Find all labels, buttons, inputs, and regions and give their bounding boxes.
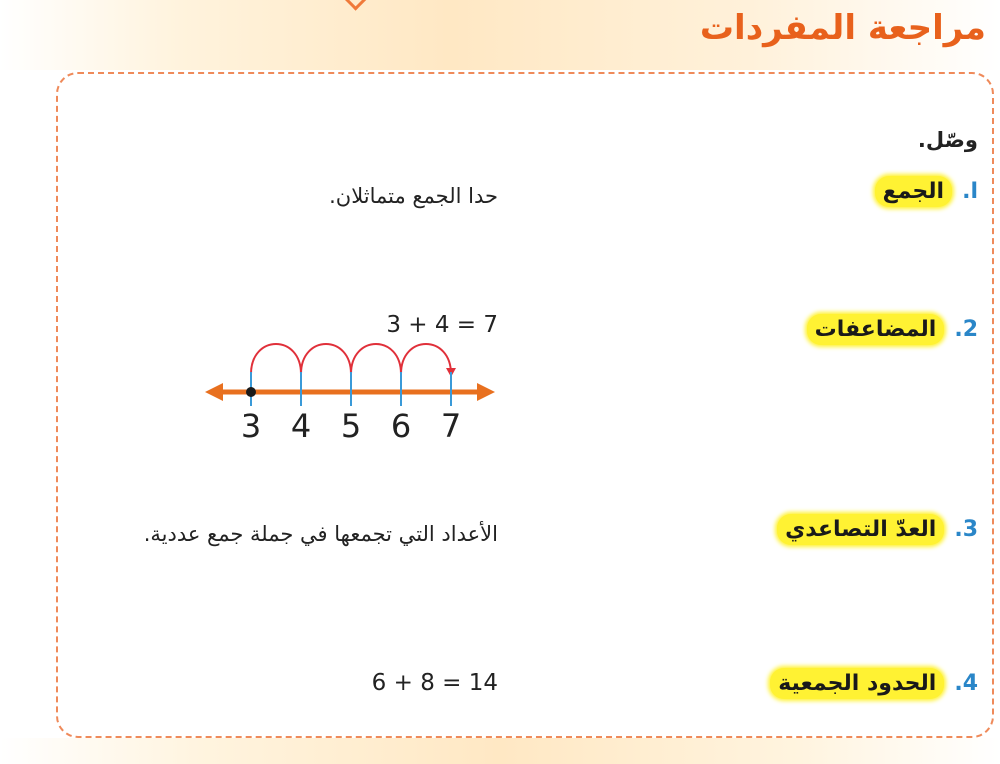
hop-arc-4 <box>401 344 451 374</box>
tick-label-3: 3 <box>240 407 262 445</box>
term-3-label: العدّ التصاعدي <box>777 514 944 545</box>
tick-label-7: 7 <box>440 407 462 445</box>
term-1 <box>875 176 978 207</box>
hop-arc-2 <box>301 344 351 374</box>
hop-arc-1 <box>251 344 301 374</box>
term-3-number: 3. <box>954 517 978 542</box>
tick-label-6: 6 <box>390 407 412 445</box>
term-2 <box>807 314 978 345</box>
start-point-dot <box>246 387 256 397</box>
term-4-label: الحدود الجمعية <box>770 668 944 699</box>
number-line-figure <box>205 338 495 458</box>
number-line-ticks <box>251 372 451 406</box>
term-3 <box>777 514 978 545</box>
tick-label-5: 5 <box>340 407 362 445</box>
term-1-label: الجمع <box>875 176 952 207</box>
term-2-label: المضاعفات <box>807 314 945 345</box>
page-title: مراجعة المفردات <box>699 8 986 48</box>
definition-3: الأعداد التي تجمعها في جملة جمع عددية. <box>143 522 498 546</box>
equation-4-text: 6 + 8 = 14 <box>371 670 498 696</box>
term-4 <box>770 668 978 699</box>
term-2-number: 2. <box>954 317 978 342</box>
number-line-left-arrow <box>205 383 223 401</box>
definition-2-equation <box>80 312 498 338</box>
definition-1: حدا الجمع متماثلان. <box>329 184 498 208</box>
term-4-number: 4. <box>954 671 978 696</box>
term-1-number: ا. <box>962 179 978 204</box>
definition-4-equation <box>80 670 498 696</box>
vocabulary-panel <box>56 72 994 738</box>
hop-arc-3 <box>351 344 401 374</box>
instruction-text: وصّل. <box>917 128 978 152</box>
footer-background <box>0 738 1000 764</box>
tick-label-4: 4 <box>290 407 312 445</box>
number-line-right-arrow <box>477 383 495 401</box>
hop-arcs <box>251 344 456 377</box>
equation-2-text: 3 + 4 = 7 <box>386 312 498 338</box>
